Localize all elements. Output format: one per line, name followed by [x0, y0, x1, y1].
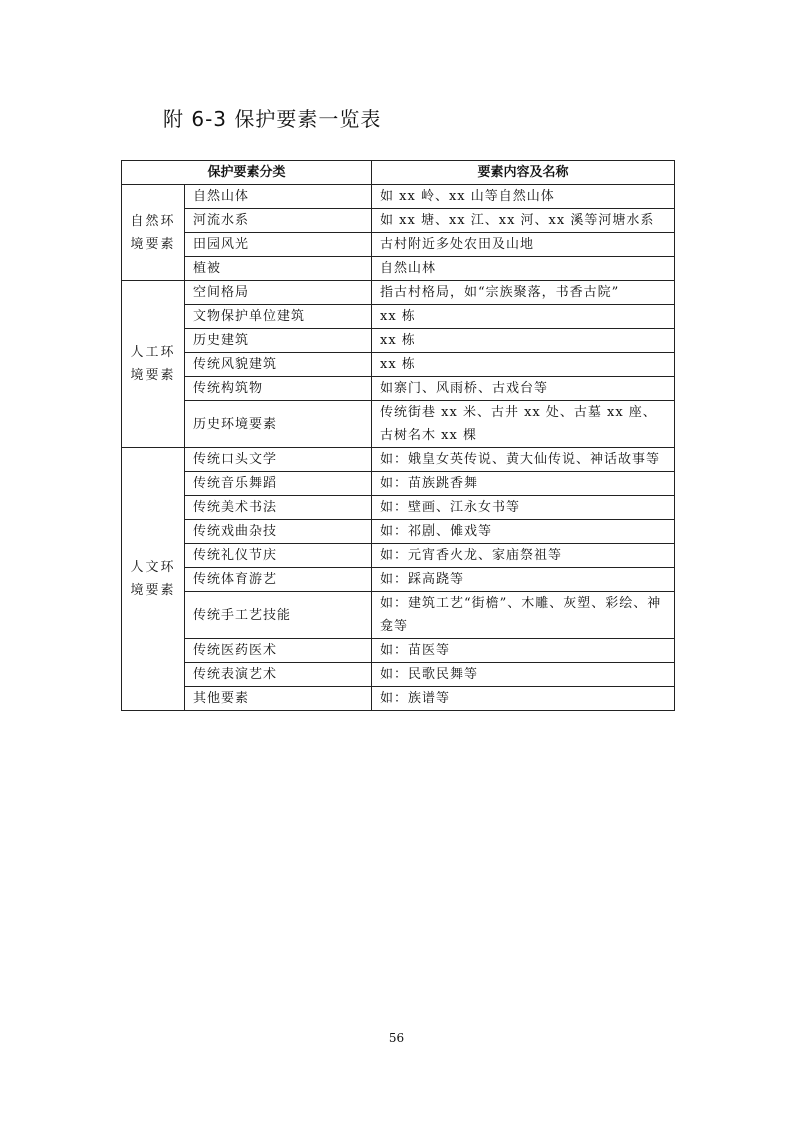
header-category: 保护要素分类: [122, 161, 372, 185]
table-row: [122, 687, 675, 711]
table-row: [122, 639, 675, 663]
group-label: 人文环境要素: [122, 448, 185, 711]
table-row: [122, 568, 675, 592]
element-description: 如：苗族跳香舞: [372, 472, 675, 496]
element-name: 传统体育游艺: [185, 568, 372, 592]
table-header-row: [122, 161, 675, 185]
table-row: [122, 496, 675, 520]
table-row: [122, 472, 675, 496]
group-label: 人工环境要素: [122, 281, 185, 448]
table-row: [122, 257, 675, 281]
element-description: xx 栋: [372, 329, 675, 353]
element-name: 传统口头文学: [185, 448, 372, 472]
element-description: 如：民歌民舞等: [372, 663, 675, 687]
table-row: [122, 353, 675, 377]
table-row: [122, 209, 675, 233]
element-description: 如：元宵香火龙、家庙祭祖等: [372, 544, 675, 568]
table-row: [122, 281, 675, 305]
table-row: [122, 401, 675, 448]
element-description: 如 xx 塘、xx 江、xx 河、xx 溪等河塘水系: [372, 209, 675, 233]
element-description: 指古村格局，如“宗族聚落，书香古院”: [372, 281, 675, 305]
element-name: 传统手工艺技能: [185, 592, 372, 639]
table-row: [122, 663, 675, 687]
table-row: [122, 305, 675, 329]
element-description: 如 xx 岭、xx 山等自然山体: [372, 185, 675, 209]
table-row: [122, 520, 675, 544]
element-description: 如：壁画、江永女书等: [372, 496, 675, 520]
element-description: xx 栋: [372, 305, 675, 329]
table-row: [122, 592, 675, 639]
protection-elements-table: [121, 160, 675, 711]
page-title: 附 6-3 保护要素一览表: [163, 107, 382, 131]
element-name: 传统风貌建筑: [185, 353, 372, 377]
element-name: 传统礼仪节庆: [185, 544, 372, 568]
page-number: 56: [388, 1031, 405, 1045]
element-description: 如：祁剧、傩戏等: [372, 520, 675, 544]
table-row: [122, 448, 675, 472]
table-body: [122, 185, 675, 711]
element-name: 传统美术书法: [185, 496, 372, 520]
table-row: [122, 185, 675, 209]
element-name: 植被: [185, 257, 372, 281]
element-name: 传统表演艺术: [185, 663, 372, 687]
element-name: 空间格局: [185, 281, 372, 305]
element-name: 传统音乐舞蹈: [185, 472, 372, 496]
element-description: 自然山林: [372, 257, 675, 281]
table-row: [122, 377, 675, 401]
element-description: 如：娥皇女英传说、黄大仙传说、神话故事等: [372, 448, 675, 472]
element-name: 河流水系: [185, 209, 372, 233]
element-name: 传统构筑物: [185, 377, 372, 401]
table-row: [122, 329, 675, 353]
group-label: 自然环境要素: [122, 185, 185, 281]
element-name: 文物保护单位建筑: [185, 305, 372, 329]
table-row: [122, 233, 675, 257]
element-name: 自然山体: [185, 185, 372, 209]
element-name: 传统戏曲杂技: [185, 520, 372, 544]
element-name: 历史建筑: [185, 329, 372, 353]
table-row: [122, 544, 675, 568]
element-name: 传统医药医术: [185, 639, 372, 663]
element-description: 如：苗医等: [372, 639, 675, 663]
header-content: 要素内容及名称: [372, 161, 675, 185]
element-description: 如：建筑工艺“街檐”、木雕、灰塑、彩绘、神龛等: [372, 592, 675, 639]
element-name: 历史环境要素: [185, 401, 372, 448]
element-name: 其他要素: [185, 687, 372, 711]
element-description: 古村附近多处农田及山地: [372, 233, 675, 257]
element-description: 如：族谱等: [372, 687, 675, 711]
element-description: 传统街巷 xx 米、古井 xx 处、古墓 xx 座、古树名木 xx 棵: [372, 401, 675, 448]
element-description: 如寨门、风雨桥、古戏台等: [372, 377, 675, 401]
element-description: xx 栋: [372, 353, 675, 377]
element-description: 如：踩高跷等: [372, 568, 675, 592]
element-name: 田园风光: [185, 233, 372, 257]
